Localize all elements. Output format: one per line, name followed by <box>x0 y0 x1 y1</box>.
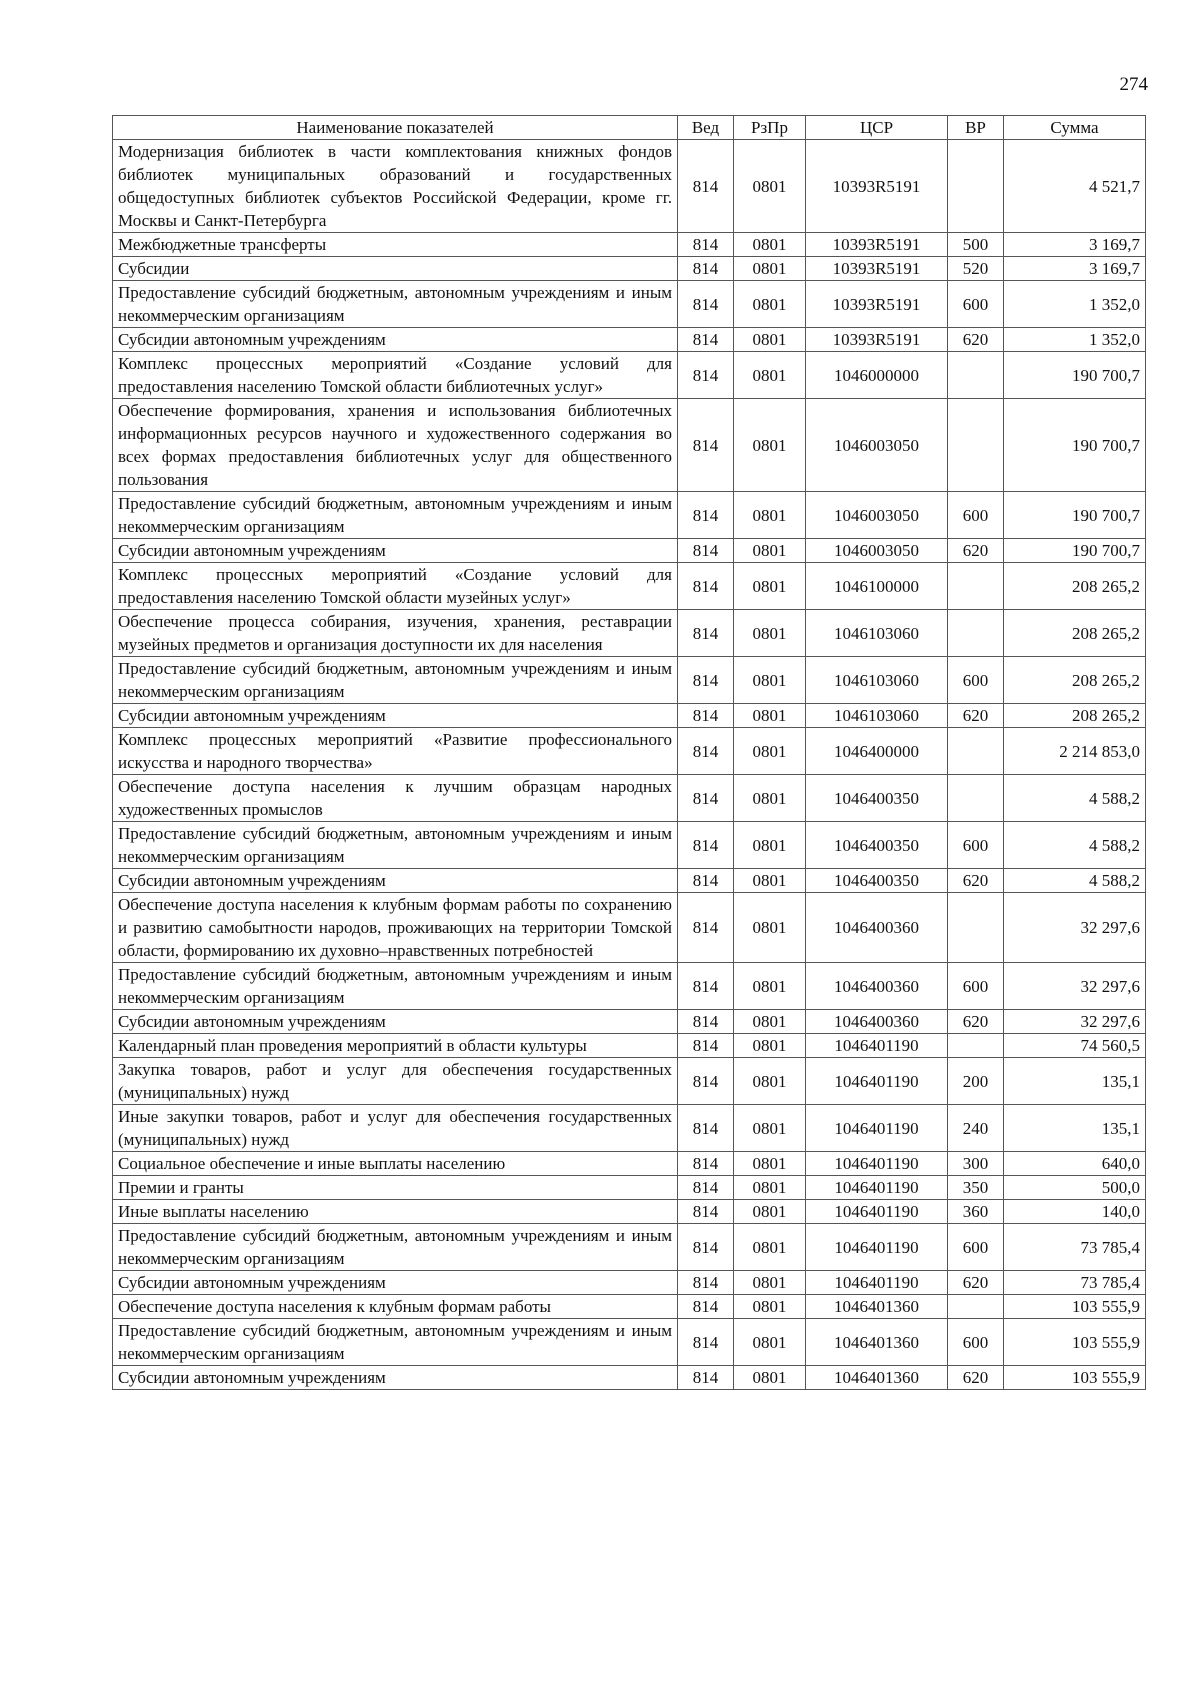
cell-vr: 350 <box>948 1176 1004 1200</box>
cell-ved: 814 <box>678 492 734 539</box>
cell-vr: 300 <box>948 1152 1004 1176</box>
cell-csr: 1046103060 <box>806 657 948 704</box>
cell-vr <box>948 610 1004 657</box>
cell-csr: 1046401190 <box>806 1105 948 1152</box>
cell-name: Комплекс процессных мероприятий «Развитие профессионального искусства и народного творчества» <box>113 728 678 775</box>
cell-csr: 1046401190 <box>806 1176 948 1200</box>
cell-ved: 814 <box>678 893 734 963</box>
cell-name: Обеспечение доступа населения к клубным формам работы по сохранению и развитию самобытности народов, проживающих на территории Томской области, формированию их духовно–нравственных потребностей <box>113 893 678 963</box>
cell-ved: 814 <box>678 1105 734 1152</box>
table-row <box>113 1105 1146 1152</box>
cell-sum: 500,0 <box>1004 1176 1146 1200</box>
cell-vr: 620 <box>948 1271 1004 1295</box>
cell-name: Межбюджетные трансферты <box>113 233 678 257</box>
cell-csr: 1046003050 <box>806 399 948 492</box>
cell-sum: 3 169,7 <box>1004 233 1146 257</box>
cell-sum: 4 588,2 <box>1004 775 1146 822</box>
cell-vr: 620 <box>948 704 1004 728</box>
cell-rzpr: 0801 <box>734 1058 806 1105</box>
cell-vr: 620 <box>948 869 1004 893</box>
cell-vr: 600 <box>948 822 1004 869</box>
cell-name: Субсидии автономным учреждениям <box>113 1366 678 1390</box>
cell-rzpr: 0801 <box>734 657 806 704</box>
cell-sum: 1 352,0 <box>1004 281 1146 328</box>
cell-sum: 208 265,2 <box>1004 563 1146 610</box>
cell-sum: 140,0 <box>1004 1200 1146 1224</box>
cell-name: Предоставление субсидий бюджетным, автономным учреждениям и иным некоммерческим организациям <box>113 822 678 869</box>
cell-csr: 1046100000 <box>806 563 948 610</box>
table-body <box>113 140 1146 1390</box>
cell-ved: 814 <box>678 1319 734 1366</box>
table-row <box>113 257 1146 281</box>
cell-vr <box>948 1034 1004 1058</box>
cell-csr: 1046400350 <box>806 869 948 893</box>
cell-rzpr: 0801 <box>734 140 806 233</box>
cell-vr <box>948 140 1004 233</box>
cell-vr: 600 <box>948 963 1004 1010</box>
cell-rzpr: 0801 <box>734 893 806 963</box>
cell-name: Обеспечение формирования, хранения и использования библиотечных информационных ресурсов научного и художественного содержания во всех формах предоставления библиотечных услуг для общественного пользования <box>113 399 678 492</box>
cell-rzpr: 0801 <box>734 539 806 563</box>
table-row <box>113 1010 1146 1034</box>
cell-sum: 1 352,0 <box>1004 328 1146 352</box>
cell-sum: 208 265,2 <box>1004 657 1146 704</box>
cell-ved: 814 <box>678 1034 734 1058</box>
cell-ved: 814 <box>678 775 734 822</box>
cell-rzpr: 0801 <box>734 563 806 610</box>
cell-vr: 600 <box>948 657 1004 704</box>
cell-rzpr: 0801 <box>734 1176 806 1200</box>
cell-name: Предоставление субсидий бюджетным, автономным учреждениям и иным некоммерческим организациям <box>113 657 678 704</box>
cell-rzpr: 0801 <box>734 775 806 822</box>
cell-name: Субсидии автономным учреждениям <box>113 704 678 728</box>
cell-rzpr: 0801 <box>734 257 806 281</box>
cell-name: Закупка товаров, работ и услуг для обеспечения государственных (муниципальных) нужд <box>113 1058 678 1105</box>
cell-ved: 814 <box>678 657 734 704</box>
cell-name: Предоставление субсидий бюджетным, автономным учреждениям и иным некоммерческим организациям <box>113 963 678 1010</box>
cell-ved: 814 <box>678 822 734 869</box>
budget-table <box>112 115 1146 1390</box>
cell-rzpr: 0801 <box>734 704 806 728</box>
cell-csr: 1046401360 <box>806 1366 948 1390</box>
cell-ved: 814 <box>678 728 734 775</box>
cell-sum: 73 785,4 <box>1004 1271 1146 1295</box>
cell-csr: 1046401190 <box>806 1058 948 1105</box>
table-row <box>113 328 1146 352</box>
cell-rzpr: 0801 <box>734 1224 806 1271</box>
cell-name: Субсидии автономным учреждениям <box>113 869 678 893</box>
cell-rzpr: 0801 <box>734 328 806 352</box>
header-name: Наименование показателей <box>113 116 678 140</box>
cell-csr: 1046401360 <box>806 1295 948 1319</box>
cell-sum: 4 588,2 <box>1004 869 1146 893</box>
cell-ved: 814 <box>678 1366 734 1390</box>
cell-vr <box>948 399 1004 492</box>
cell-csr: 1046400350 <box>806 775 948 822</box>
cell-name: Субсидии автономным учреждениям <box>113 1010 678 1034</box>
cell-csr: 1046401190 <box>806 1152 948 1176</box>
table-row <box>113 140 1146 233</box>
cell-vr: 600 <box>948 492 1004 539</box>
table-row <box>113 822 1146 869</box>
cell-rzpr: 0801 <box>734 1105 806 1152</box>
cell-sum: 74 560,5 <box>1004 1034 1146 1058</box>
table-row <box>113 963 1146 1010</box>
table-row <box>113 893 1146 963</box>
cell-ved: 814 <box>678 1295 734 1319</box>
cell-sum: 103 555,9 <box>1004 1295 1146 1319</box>
table-row <box>113 610 1146 657</box>
table-row <box>113 1366 1146 1390</box>
cell-vr: 620 <box>948 539 1004 563</box>
cell-name: Обеспечение доступа населения к лучшим образцам народных художественных промыслов <box>113 775 678 822</box>
cell-sum: 640,0 <box>1004 1152 1146 1176</box>
table-row <box>113 657 1146 704</box>
cell-ved: 814 <box>678 1176 734 1200</box>
cell-sum: 135,1 <box>1004 1058 1146 1105</box>
cell-rzpr: 0801 <box>734 822 806 869</box>
cell-ved: 814 <box>678 1271 734 1295</box>
cell-csr: 1046400350 <box>806 822 948 869</box>
cell-ved: 814 <box>678 233 734 257</box>
cell-ved: 814 <box>678 281 734 328</box>
cell-name: Календарный план проведения мероприятий в области культуры <box>113 1034 678 1058</box>
header-sum: Сумма <box>1004 116 1146 140</box>
cell-name: Субсидии автономным учреждениям <box>113 1271 678 1295</box>
cell-rzpr: 0801 <box>734 869 806 893</box>
table-row <box>113 563 1146 610</box>
cell-rzpr: 0801 <box>734 610 806 657</box>
cell-rzpr: 0801 <box>734 963 806 1010</box>
cell-ved: 814 <box>678 1200 734 1224</box>
table-row <box>113 1319 1146 1366</box>
cell-vr: 600 <box>948 1319 1004 1366</box>
cell-ved: 814 <box>678 257 734 281</box>
cell-sum: 103 555,9 <box>1004 1319 1146 1366</box>
cell-vr: 200 <box>948 1058 1004 1105</box>
cell-csr: 10393R5191 <box>806 140 948 233</box>
cell-name: Субсидии автономным учреждениям <box>113 539 678 563</box>
cell-name: Комплекс процессных мероприятий «Создание условий для предоставления населению Томской области библиотечных услуг» <box>113 352 678 399</box>
cell-vr <box>948 352 1004 399</box>
header-csr: ЦСР <box>806 116 948 140</box>
page-number: 274 <box>1119 74 1148 95</box>
cell-rzpr: 0801 <box>734 1010 806 1034</box>
cell-vr <box>948 563 1004 610</box>
cell-name: Иные выплаты населению <box>113 1200 678 1224</box>
cell-sum: 135,1 <box>1004 1105 1146 1152</box>
cell-csr: 10393R5191 <box>806 257 948 281</box>
cell-name: Обеспечение доступа населения к клубным формам работы <box>113 1295 678 1319</box>
cell-csr: 10393R5191 <box>806 281 948 328</box>
table-row <box>113 704 1146 728</box>
cell-csr: 1046400360 <box>806 893 948 963</box>
cell-vr: 620 <box>948 1010 1004 1034</box>
table-row <box>113 399 1146 492</box>
table-row <box>113 728 1146 775</box>
cell-rzpr: 0801 <box>734 399 806 492</box>
cell-rzpr: 0801 <box>734 1152 806 1176</box>
cell-name: Предоставление субсидий бюджетным, автономным учреждениям и иным некоммерческим организациям <box>113 492 678 539</box>
table-row <box>113 1152 1146 1176</box>
cell-csr: 1046401190 <box>806 1271 948 1295</box>
cell-rzpr: 0801 <box>734 233 806 257</box>
header-rzpr: РзПр <box>734 116 806 140</box>
cell-rzpr: 0801 <box>734 1295 806 1319</box>
table-row <box>113 492 1146 539</box>
cell-rzpr: 0801 <box>734 1271 806 1295</box>
cell-name: Субсидии автономным учреждениям <box>113 328 678 352</box>
cell-sum: 208 265,2 <box>1004 610 1146 657</box>
cell-vr: 600 <box>948 1224 1004 1271</box>
cell-vr: 620 <box>948 1366 1004 1390</box>
cell-sum: 32 297,6 <box>1004 1010 1146 1034</box>
table-row <box>113 1271 1146 1295</box>
cell-ved: 814 <box>678 610 734 657</box>
cell-csr: 1046103060 <box>806 704 948 728</box>
cell-rzpr: 0801 <box>734 1366 806 1390</box>
table-row <box>113 1176 1146 1200</box>
cell-vr: 620 <box>948 328 1004 352</box>
cell-csr: 1046103060 <box>806 610 948 657</box>
cell-vr: 240 <box>948 1105 1004 1152</box>
header-vr: ВР <box>948 116 1004 140</box>
table-header-row <box>113 116 1146 140</box>
cell-sum: 4 588,2 <box>1004 822 1146 869</box>
cell-rzpr: 0801 <box>734 1319 806 1366</box>
cell-vr: 360 <box>948 1200 1004 1224</box>
cell-name: Комплекс процессных мероприятий «Создание условий для предоставления населению Томской области музейных услуг» <box>113 563 678 610</box>
cell-name: Предоставление субсидий бюджетным, автономным учреждениям и иным некоммерческим организациям <box>113 281 678 328</box>
cell-sum: 190 700,7 <box>1004 539 1146 563</box>
cell-ved: 814 <box>678 963 734 1010</box>
cell-sum: 3 169,7 <box>1004 257 1146 281</box>
table-row <box>113 1200 1146 1224</box>
cell-csr: 1046400360 <box>806 1010 948 1034</box>
cell-ved: 814 <box>678 563 734 610</box>
table-row <box>113 1034 1146 1058</box>
cell-name: Предоставление субсидий бюджетным, автономным учреждениям и иным некоммерческим организациям <box>113 1224 678 1271</box>
cell-name: Премии и гранты <box>113 1176 678 1200</box>
cell-csr: 1046400360 <box>806 963 948 1010</box>
cell-vr: 600 <box>948 281 1004 328</box>
cell-csr: 1046401190 <box>806 1034 948 1058</box>
table-row <box>113 1224 1146 1271</box>
cell-rzpr: 0801 <box>734 728 806 775</box>
cell-vr: 500 <box>948 233 1004 257</box>
cell-name: Предоставление субсидий бюджетным, автономным учреждениям и иным некоммерческим организациям <box>113 1319 678 1366</box>
cell-csr: 1046401360 <box>806 1319 948 1366</box>
cell-ved: 814 <box>678 1224 734 1271</box>
cell-vr <box>948 1295 1004 1319</box>
cell-sum: 32 297,6 <box>1004 963 1146 1010</box>
cell-sum: 2 214 853,0 <box>1004 728 1146 775</box>
cell-ved: 814 <box>678 1058 734 1105</box>
cell-csr: 10393R5191 <box>806 328 948 352</box>
table-row <box>113 1058 1146 1105</box>
cell-rzpr: 0801 <box>734 281 806 328</box>
cell-sum: 190 700,7 <box>1004 399 1146 492</box>
cell-name: Модернизация библиотек в части комплектования книжных фондов библиотек муниципальных образований и государственных общедоступных библиотек субъектов Российской Федерации, кроме гг. Москвы и Санкт-Петербурга <box>113 140 678 233</box>
cell-rzpr: 0801 <box>734 352 806 399</box>
cell-ved: 814 <box>678 140 734 233</box>
cell-rzpr: 0801 <box>734 1200 806 1224</box>
cell-vr <box>948 775 1004 822</box>
cell-name: Обеспечение процесса собирания, изучения, хранения, реставрации музейных предметов и организация доступности их для населения <box>113 610 678 657</box>
cell-sum: 190 700,7 <box>1004 352 1146 399</box>
cell-name: Иные закупки товаров, работ и услуг для обеспечения государственных (муниципальных) нужд <box>113 1105 678 1152</box>
cell-ved: 814 <box>678 328 734 352</box>
cell-csr: 10393R5191 <box>806 233 948 257</box>
cell-sum: 32 297,6 <box>1004 893 1146 963</box>
header-ved: Вед <box>678 116 734 140</box>
table-row <box>113 775 1146 822</box>
cell-vr <box>948 893 1004 963</box>
table-row <box>113 281 1146 328</box>
cell-ved: 814 <box>678 1152 734 1176</box>
cell-ved: 814 <box>678 539 734 563</box>
table-row <box>113 352 1146 399</box>
cell-ved: 814 <box>678 1010 734 1034</box>
cell-csr: 1046003050 <box>806 539 948 563</box>
cell-sum: 73 785,4 <box>1004 1224 1146 1271</box>
cell-sum: 190 700,7 <box>1004 492 1146 539</box>
cell-rzpr: 0801 <box>734 1034 806 1058</box>
cell-sum: 4 521,7 <box>1004 140 1146 233</box>
table-row <box>113 869 1146 893</box>
cell-csr: 1046401190 <box>806 1224 948 1271</box>
cell-name: Субсидии <box>113 257 678 281</box>
cell-rzpr: 0801 <box>734 492 806 539</box>
cell-sum: 208 265,2 <box>1004 704 1146 728</box>
cell-csr: 1046000000 <box>806 352 948 399</box>
cell-ved: 814 <box>678 869 734 893</box>
cell-ved: 814 <box>678 704 734 728</box>
table-row <box>113 539 1146 563</box>
cell-name: Социальное обеспечение и иные выплаты населению <box>113 1152 678 1176</box>
cell-ved: 814 <box>678 352 734 399</box>
cell-vr <box>948 728 1004 775</box>
cell-csr: 1046400000 <box>806 728 948 775</box>
cell-ved: 814 <box>678 399 734 492</box>
cell-vr: 520 <box>948 257 1004 281</box>
cell-sum: 103 555,9 <box>1004 1366 1146 1390</box>
cell-csr: 1046003050 <box>806 492 948 539</box>
table-row <box>113 233 1146 257</box>
table-row <box>113 1295 1146 1319</box>
cell-csr: 1046401190 <box>806 1200 948 1224</box>
